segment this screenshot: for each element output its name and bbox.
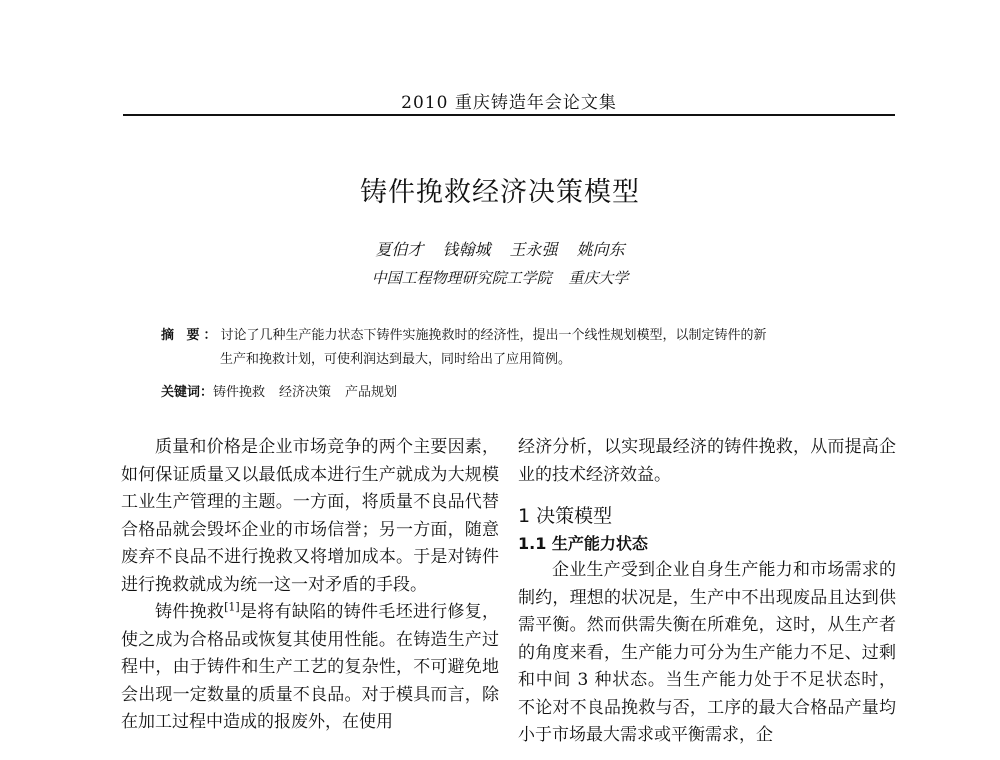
abstract <box>161 324 861 372</box>
keyword: 铸件挽救 <box>213 385 266 400</box>
keyword: 经济决策 <box>279 385 332 400</box>
body-paragraph <box>121 599 499 737</box>
body-paragraph: 企业生产受到企业自身生产能力和市场需求的制约，理想的状况是，生产中不出现废品且达到供需平衡。然而供需失衡在所难免，这时，从生产者的角度来看，生产能力可分为生产能力不足、过剩和中间 3 种状态。当生产能力处于不足状态时，不论对不良品挽救与否，工序的最大合格品产量均小于市场最大需求或平衡需求，企 <box>518 560 896 745</box>
abstract-text-1: 讨论了几种生产能力状态下铸件实施挽救时的经济性，提出一个线性规划模型，以制定铸件的新 <box>220 328 767 343</box>
abstract-line-2: 生产和挽救计划，可使利润达到最大，同时给出了应用简例。 <box>220 352 572 367</box>
left-column <box>121 434 499 737</box>
body-paragraph: 质量和价格是企业市场竞争的两个主要因素，如何保证质量又以最低成本进行生产就成为大规模工业生产管理的主题。一方面，将质量不良品代替合格品就会毁坏企业的市场信誉；另一方面，随意废弃不良品不进行挽救又将增加成本。于是对铸件进行挽救就成为统一这一对矛盾的手段。 <box>121 437 499 595</box>
subsection-heading: 1.1 生产能力状态 <box>518 534 648 553</box>
right-column <box>518 434 896 750</box>
citation-ref: [1] <box>224 600 240 614</box>
paper-title: 铸件挽救经济决策模型 <box>360 177 640 208</box>
abstract-line-1 <box>161 324 861 348</box>
keywords-label: 关键词： <box>161 385 214 400</box>
keyword: 产品规划 <box>345 385 398 400</box>
keywords <box>161 381 861 400</box>
header-rule <box>123 114 895 116</box>
paragraph-text: 是将有缺陷的铸件毛坯进行修复，使之成为合格品或恢复其使用性能。在铸造生产过程中，由于铸件和生产工艺的复杂性，不可避免地会出现一定数量的质量不良品。对于模具而言，除在加工过程中造成的报废外，在使用 <box>121 602 500 732</box>
abstract-label: 摘 要： <box>161 328 221 343</box>
authors: 夏伯才 钱翰城 王永强 姚向东 <box>375 240 625 259</box>
paragraph-text: 铸件挽救 <box>155 602 225 622</box>
affiliation: 中国工程物理研究院工学院 重庆大学 <box>371 269 629 287</box>
section-heading: 1 决策模型 <box>518 505 613 527</box>
body-paragraph: 经济分析，以实现最经济的铸件挽救，从而提高企业的技术经济效益。 <box>518 437 896 485</box>
running-header: 2010 重庆铸造年会论文集 <box>401 93 617 113</box>
